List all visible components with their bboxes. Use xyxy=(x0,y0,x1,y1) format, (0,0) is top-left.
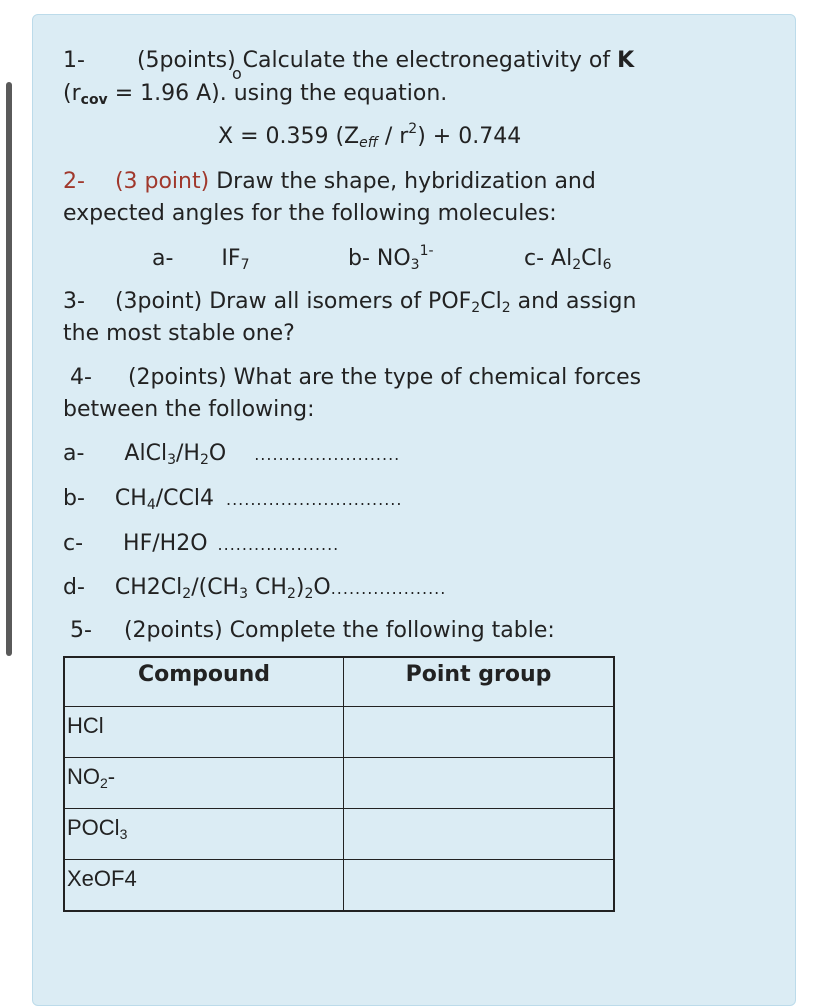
q2-item-b: b- $NO_3^{1-}$ xyxy=(348,243,434,273)
q4-item-d: d- $CH2Cl_2/(CH_3$ $CH_2)_2O$................... xyxy=(63,575,447,602)
table-row xyxy=(64,758,614,809)
compound-cell: POCl$_3$ xyxy=(64,809,344,860)
header-point-group: Point group xyxy=(344,657,615,707)
table-header-row xyxy=(64,657,614,707)
q4-item-b: b- $CH_4/CCl4$ ............................. xyxy=(63,486,403,513)
point-group-cell[interactable] xyxy=(344,707,615,758)
q4-item-a: a- $AlCl_3/H_2O$ ........................ xyxy=(63,441,401,468)
angstrom-ring: o xyxy=(232,64,242,83)
point-group-table xyxy=(63,656,615,912)
point-group-cell[interactable] xyxy=(344,809,615,860)
q1-line2: ($r_{cov} = 1.96$ A). using the equation. xyxy=(63,81,448,108)
table-row xyxy=(64,809,614,860)
q1-equation: X = 0.359 $(Z_{eff} / r^2) + 0.744$ xyxy=(218,121,522,151)
point-group-cell[interactable] xyxy=(344,860,615,912)
table-row xyxy=(64,860,614,912)
q3-line1: 3- (3point) Draw all isomers of $POF_2Cl_2$ and assign xyxy=(63,289,637,316)
point-group-cell[interactable] xyxy=(344,758,615,809)
q2-item-c: c- $Al_2Cl_6$ xyxy=(524,246,612,273)
compound-cell: HCl xyxy=(64,707,344,758)
table-row xyxy=(64,707,614,758)
q2-item-a: a- $IF_7$ xyxy=(152,246,250,273)
compound-cell: XeOF4 xyxy=(64,860,344,912)
q2-line2: expected angles for the following molecules: xyxy=(63,201,557,226)
header-compound: Compound xyxy=(64,657,344,707)
q1-line1: 1- (5points) Calculate the electronegativity of K xyxy=(63,48,635,73)
q4-item-c: c- HF/H2O .................... xyxy=(63,531,340,556)
q3-line2: the most stable one? xyxy=(63,321,295,346)
q4-line2: between the following: xyxy=(63,397,315,422)
q2-line1: 2- (3 point) Draw the shape, hybridization and xyxy=(63,169,596,194)
scrollbar[interactable] xyxy=(6,82,12,656)
q4-line1: 4- (2points) What are the type of chemical forces xyxy=(70,365,642,390)
compound-cell: $NO_2-$ xyxy=(64,758,344,809)
q5-line1: 5- (2points) Complete the following table: xyxy=(70,618,555,643)
